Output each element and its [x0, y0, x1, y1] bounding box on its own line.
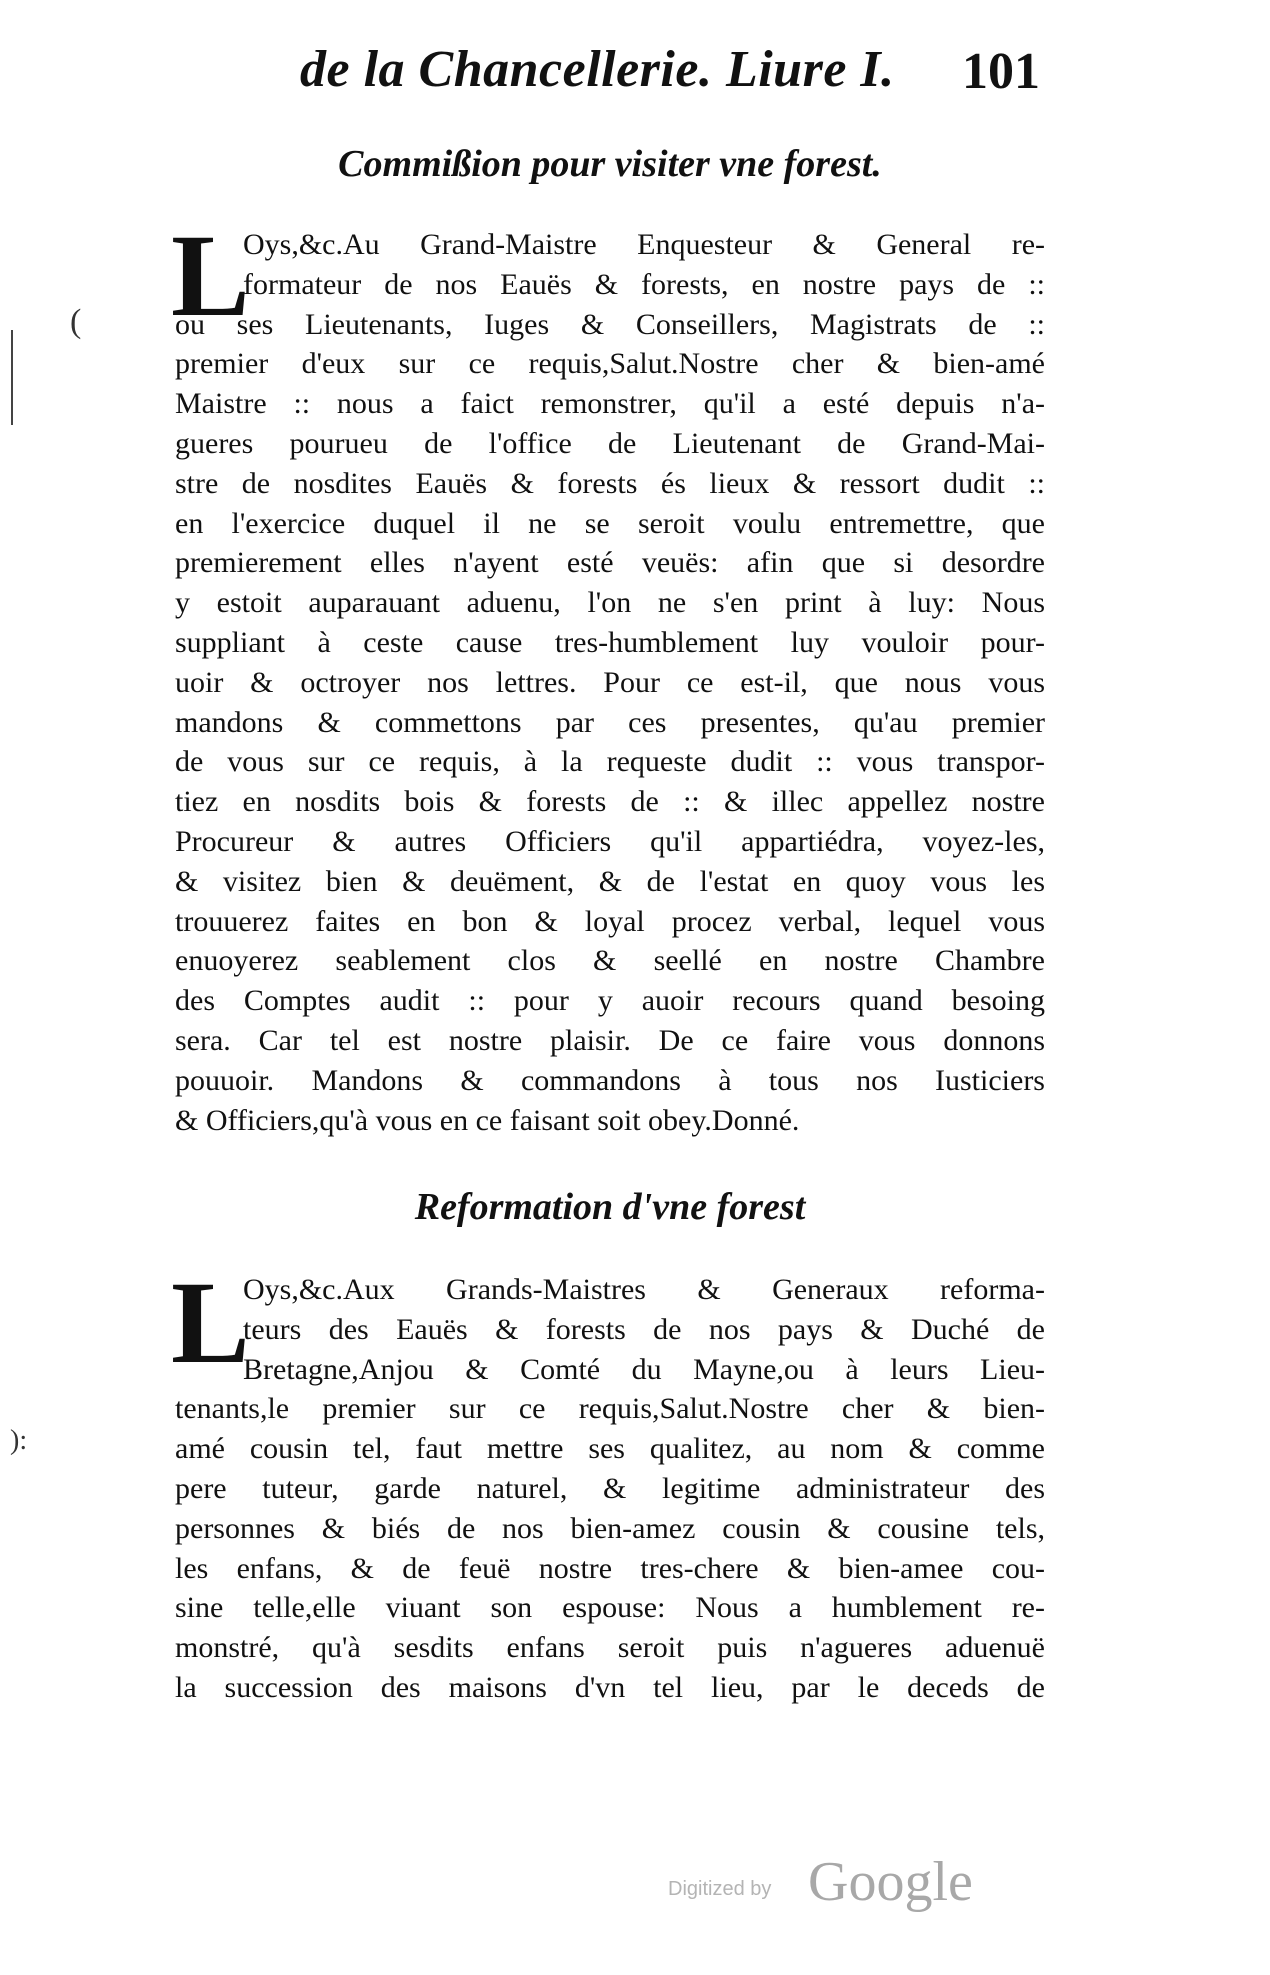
section-text	[171, 1257, 1045, 1708]
text-line: suppliant à ceste cause tres-humblement luy vouloir pour-	[175, 625, 1045, 659]
text-line: trouuerez faites en bon & loyal procez verbal, lequel vous	[175, 904, 1045, 938]
watermark-label: Digitized by	[668, 1878, 772, 1900]
text-line: Oys,&c.Au Grand-Maistre Enquesteur & General re-	[243, 228, 1045, 261]
margin-mark: ):	[10, 1425, 28, 1456]
text-line: pouuoir. Mandons & commandons à tous nos Iusticiers	[175, 1063, 1045, 1097]
text-line: personnes & biés de nos bien-amez cousin & cousine tels,	[175, 1511, 1045, 1545]
section-heading: Reformation d'vne forest	[414, 1186, 806, 1228]
text-line: formateur de nos Eauës & forests, en nostre pays de ::	[243, 267, 1045, 301]
text-line: amé cousin tel, faut mettre ses qualitez, au nom & comme	[175, 1432, 1045, 1466]
margin-mark: (	[70, 303, 82, 340]
text-line: sera. Car tel est nostre plaisir. De ce faire vous donnons	[175, 1023, 1045, 1057]
text-line: pere tuteur, garde naturel, & legitime administrateur des	[175, 1471, 1045, 1505]
drop-cap: L	[171, 210, 250, 341]
text-line: Maistre :: nous a faict remonstrer, qu'il a esté depuis n'a-	[175, 387, 1045, 421]
text-line: Procureur & autres Officiers qu'il appartiédra, voyez-les,	[175, 824, 1045, 858]
text-line: teurs des Eauës & forests de nos pays & Duché de	[243, 1312, 1045, 1346]
text-line: stre de nosdites Eauës & forests és lieux & ressort dudit ::	[175, 466, 1045, 500]
text-line: & visitez bien & deuëment, & de l'estat en quoy vous les	[175, 864, 1045, 898]
text-line: premierement elles n'ayent esté veuës: afin que si desordre	[175, 546, 1045, 580]
google-logo: Google	[808, 1851, 973, 1913]
text-line: Oys,&c.Aux Grands-Maistres & Generaux reforma-	[243, 1273, 1045, 1306]
text-line: ou ses Lieutenants, Iuges & Conseillers, Magistrats de ::	[175, 307, 1045, 341]
drop-cap: L	[171, 1257, 250, 1388]
section-heading: Commißion pour visiter vne forest.	[338, 143, 882, 185]
running-head	[300, 40, 1060, 110]
text-line: sine telle,elle viuant son espouse: Nous a humblement re-	[175, 1591, 1045, 1625]
text-line: la succession des maisons d'vn tel lieu, par le deceds de	[175, 1670, 1045, 1704]
page-number: 101	[962, 43, 1040, 100]
text-line: uoir & octroyer nos lettres. Pour ce est-il, que nous vous	[175, 665, 1045, 699]
text-line: monstré, qu'à sesdits enfans seroit puis n'agueres aduenuë	[175, 1631, 1045, 1665]
text-line: & Officiers,qu'à vous en ce faisant soit obey.Donné.	[175, 1103, 800, 1137]
page-edge-mark	[11, 330, 13, 425]
text-line: gueres pourueu de l'office de Lieutenant de Grand-Mai-	[175, 426, 1045, 460]
text-line: y estoit auparauant aduenu, l'on ne s'en print à luy: Nous	[175, 586, 1045, 620]
section-text	[171, 210, 1045, 1140]
text-line: tiez en nosdits bois & forests de :: & illec appellez nostre	[175, 785, 1045, 819]
text-line: les enfans, & de feuë nostre tres-chere & bien-amee cou-	[175, 1551, 1045, 1585]
text-line: tenants,le premier sur ce requis,Salut.Nostre cher & bien-	[175, 1392, 1045, 1426]
text-line: en l'exercice duquel il ne se seroit voulu entremettre, que	[175, 506, 1045, 540]
text-line: de vous sur ce requis, à la requeste dudit :: vous transpor-	[175, 745, 1045, 779]
text-line: premier d'eux sur ce requis,Salut.Nostre cher & bien-amé	[175, 347, 1045, 381]
digitized-watermark	[668, 1850, 1008, 1920]
text-line: enuoyerez seablement clos & seellé en nostre Chambre	[175, 944, 1045, 978]
text-line: Bretagne,Anjou & Comté du Mayne,ou à leurs Lieu-	[243, 1352, 1045, 1386]
running-head-title: de la Chancellerie. Liure I.	[300, 41, 895, 98]
text-line: des Comptes audit :: pour y auoir recours quand besoing	[175, 984, 1045, 1018]
text-line: mandons & commettons par ces presentes, qu'au premier	[175, 705, 1045, 739]
